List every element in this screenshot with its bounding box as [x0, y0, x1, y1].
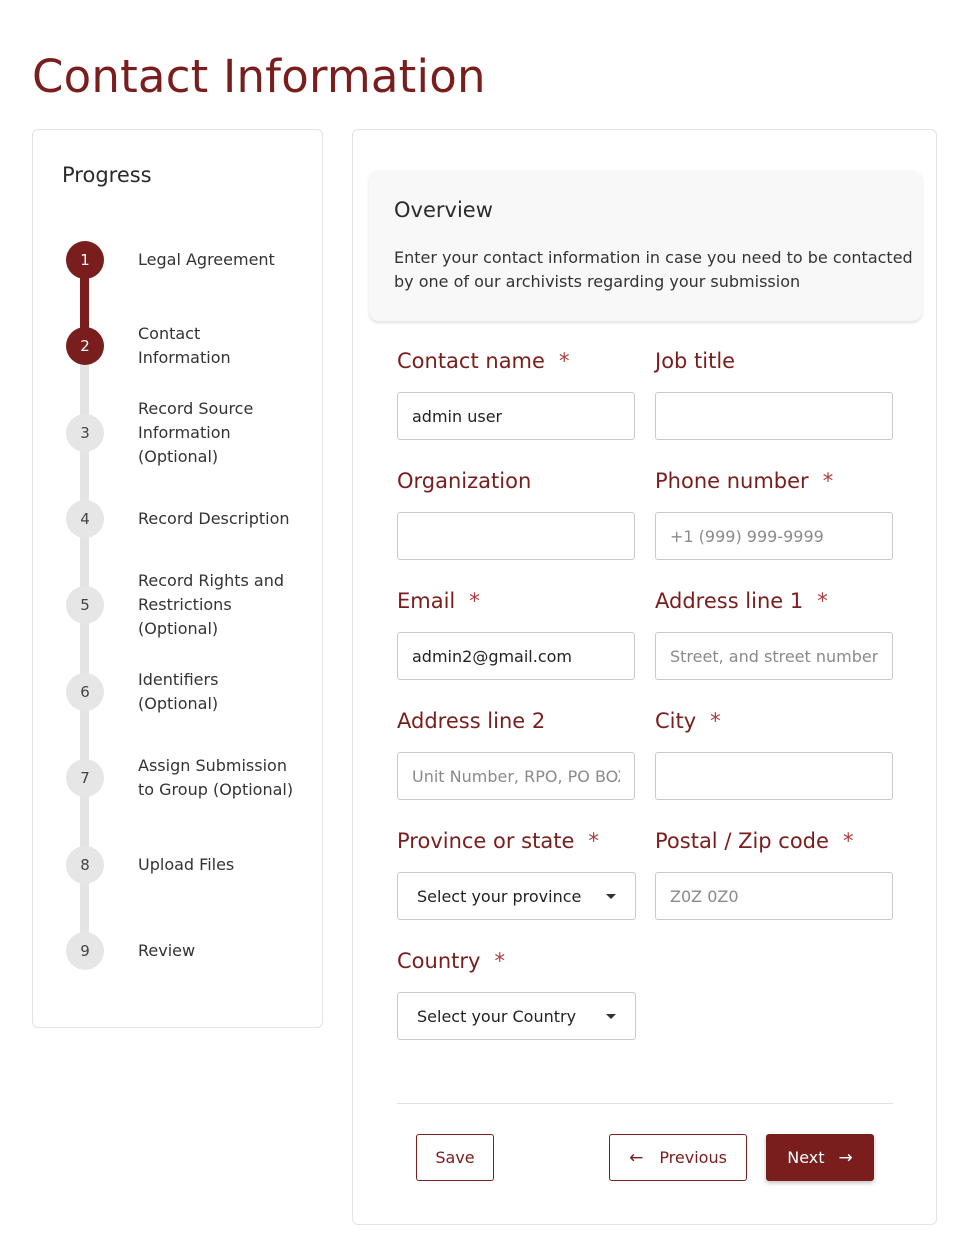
overview-card — [369, 170, 922, 321]
contact-name-input[interactable] — [397, 392, 635, 440]
step-number: 7 — [66, 759, 104, 797]
province-field — [397, 826, 635, 906]
address-line-1-field — [655, 586, 893, 616]
step-number: 8 — [66, 846, 104, 884]
step-label: Record Rights and Restrictions (Optional) — [138, 571, 285, 638]
next-button[interactable] — [766, 1134, 874, 1181]
address-line-2-input[interactable] — [397, 752, 635, 800]
contact-name-label: Contact name * — [397, 349, 570, 373]
required-marker: * — [469, 589, 480, 613]
phone-number-label: Phone number * — [655, 469, 834, 493]
step-label: Record Source Information (Optional) — [138, 399, 254, 466]
previous-button[interactable] — [609, 1134, 747, 1181]
postal-code-label: Postal / Zip code * — [655, 829, 854, 853]
organization-field — [397, 466, 635, 496]
step-number: 9 — [66, 932, 104, 970]
required-marker: * — [588, 829, 599, 853]
province-label: Province or state * — [397, 829, 599, 853]
step-label: Review — [138, 941, 196, 960]
required-marker: * — [494, 949, 505, 973]
city-field — [655, 706, 893, 736]
step-label: Record Description — [138, 509, 290, 528]
page-title: Contact Information — [32, 50, 486, 103]
phone-number-input[interactable] — [655, 512, 893, 560]
postal-code-input[interactable] — [655, 872, 893, 920]
save-button[interactable] — [416, 1134, 494, 1181]
step-label: Assign Submission to Group (Optional) — [138, 756, 294, 799]
caret-down-icon — [606, 894, 616, 899]
address-line-1-label: Address line 1 * — [655, 589, 828, 613]
form-divider — [397, 1103, 893, 1104]
step-number: 2 — [66, 327, 104, 365]
city-label: City * — [655, 709, 721, 733]
required-marker: * — [817, 589, 828, 613]
phone-number-field — [655, 466, 893, 496]
progress-panel — [32, 129, 323, 1028]
email-field — [397, 586, 635, 616]
arrow-right-icon: → — [838, 1147, 853, 1168]
province-selected-value: Select your province — [417, 886, 582, 906]
step-label: Legal Agreement — [138, 250, 275, 269]
overview-text: Enter your contact information in case you need to be contacted by one of our archivists regarding your submission — [394, 248, 913, 291]
required-marker: * — [710, 709, 721, 733]
organization-label: Organization — [397, 469, 532, 493]
country-selected-value: Select your Country — [417, 1006, 577, 1026]
required-marker: * — [842, 829, 854, 853]
save-button-label: Save — [435, 1148, 475, 1167]
country-select[interactable] — [397, 992, 636, 1040]
organization-input[interactable] — [397, 512, 635, 560]
progress-title: Progress — [62, 163, 152, 187]
step-number: 5 — [66, 586, 104, 624]
city-input[interactable] — [655, 752, 893, 800]
overview-title: Overview — [394, 198, 493, 222]
job-title-label: Job title — [655, 349, 736, 373]
postal-code-field — [655, 826, 893, 856]
address-line-1-input[interactable] — [655, 632, 893, 680]
form-panel — [352, 129, 937, 1225]
required-marker: * — [558, 349, 570, 373]
previous-button-label: Previous — [659, 1148, 727, 1167]
email-label: Email * — [397, 589, 480, 613]
step-number: 3 — [66, 414, 104, 452]
country-field — [397, 946, 635, 1026]
address-line-2-label: Address line 2 — [397, 709, 546, 733]
job-title-field — [655, 346, 893, 376]
step-number: 6 — [66, 673, 104, 711]
job-title-input[interactable] — [655, 392, 893, 440]
step-label: Identifiers (Optional) — [138, 670, 219, 713]
step-number: 1 — [66, 241, 104, 279]
next-button-label: Next — [787, 1148, 825, 1167]
country-label: Country * — [397, 949, 505, 973]
required-marker: * — [822, 469, 834, 493]
step-number: 4 — [66, 500, 104, 538]
province-select[interactable] — [397, 872, 636, 920]
email-input[interactable] — [397, 632, 635, 680]
contact-name-field — [397, 346, 635, 376]
step-label: Contact Information — [138, 324, 231, 367]
step-label: Upload Files — [138, 855, 235, 874]
arrow-left-icon: ← — [629, 1147, 644, 1168]
address-line-2-field — [397, 706, 635, 736]
caret-down-icon — [606, 1014, 616, 1019]
